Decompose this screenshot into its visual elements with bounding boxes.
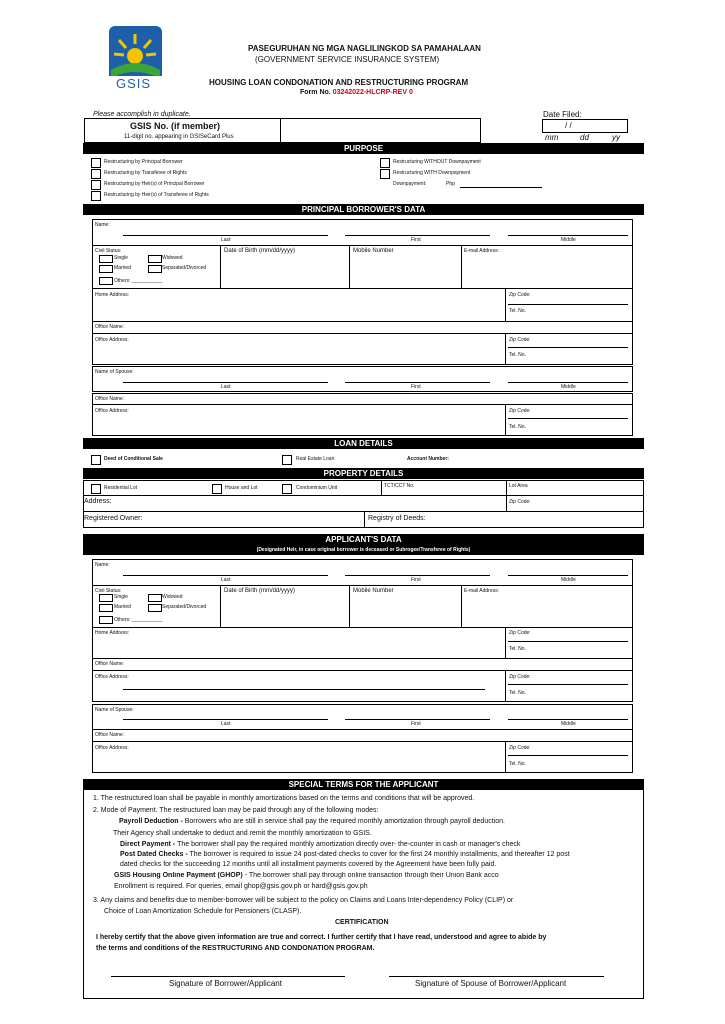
date-filed-field[interactable] (542, 119, 628, 133)
purpose-with-dp-label: Restructuring WITH Downpayment (393, 170, 471, 176)
property-address-row (83, 495, 644, 512)
borrower-others-checkbox[interactable] (99, 277, 113, 285)
term-pdc-2: dated checks for the succeeding 12 months until all installment payments covered by the Agreement have been fully paid. (120, 861, 497, 868)
borrower-married-checkbox[interactable] (99, 265, 113, 273)
term-payroll-bold: Payroll Deduction - (119, 818, 183, 825)
applicant-office-name-label: Office Name: (95, 661, 125, 667)
borrower-signature-line[interactable] (111, 976, 345, 977)
applicant-widowed-label: Widowed (162, 594, 183, 600)
borrower-civil-status-label: Civil Status: (95, 248, 122, 254)
borrower-single-label: Single (114, 255, 128, 261)
borrower-home-address-label: Home Address: (95, 292, 130, 298)
borrower-home-row (92, 288, 633, 322)
applicant-last-name-line[interactable] (123, 575, 328, 576)
borrower-last-name-line[interactable] (123, 235, 328, 236)
property-address-label: Address: (84, 498, 112, 505)
borrower-name-row (92, 219, 633, 246)
date-slashes: / / (565, 121, 572, 130)
rel-checkbox[interactable] (282, 455, 292, 465)
purpose-principal-label: Restructuring by Principal Borrower (104, 159, 183, 165)
term-pdc-bold: Post Dated Checks - (120, 851, 188, 858)
borrower-widowed-checkbox[interactable] (148, 255, 162, 263)
condo-label: Condominium Unit (296, 485, 338, 491)
applicant-spouse-office-zip-label: Zip Code: (509, 745, 531, 751)
applicant-single-label: Single (114, 594, 128, 600)
applicant-first-label: First (411, 577, 421, 583)
purpose-with-dp-checkbox[interactable] (380, 169, 390, 179)
borrower-last-label: Last (221, 237, 231, 243)
certification-title: CERTIFICATION (335, 919, 389, 926)
spouse-office-name-label: Office Name: (95, 396, 125, 402)
borrower-separated-checkbox[interactable] (148, 265, 162, 273)
spouse-signature-line[interactable] (389, 976, 604, 977)
property-header: PROPERTY DETAILS (83, 468, 644, 479)
applicant-spouse-office-tel-label: Tel. No. (509, 761, 526, 767)
term-pdc (120, 851, 570, 858)
purpose-without-dp-checkbox[interactable] (380, 158, 390, 168)
applicant-office-address-label: Office Address: (95, 674, 129, 680)
applicant-married-label: Married (114, 604, 131, 610)
term-3: 3. Any claims and benefits due to member-borrower will be subject to the policy on Claims and Loans Inter-dependency Policy (CLIP) or (93, 897, 514, 904)
purpose-heir-principal-label: Restructuring by Heir(s) of Principal Borrower (104, 181, 205, 187)
deed-checkbox[interactable] (91, 455, 101, 465)
loan-header: LOAN DETAILS (83, 438, 644, 449)
terms-header: SPECIAL TERMS FOR THE APPLICANT (83, 779, 644, 790)
certification-text-2: the terms and conditions of the RESTRUCTURING AND CONDONATION PROGRAM. (96, 945, 375, 952)
applicant-office-zip-label: Zip Code: (509, 674, 531, 680)
spouse-signature-label: Signature of Spouse of Borrower/Applicant (415, 979, 567, 988)
applicant-middle-name-line[interactable] (508, 575, 628, 576)
applicant-spouse-name-label: Name of Spouse: (95, 707, 134, 713)
term-pdc-text: The borrower is required to issue 24 post-dated checks to cover for the first 24 monthly installments, and thereafter 12 post (187, 851, 570, 858)
spouse-middle-label: Middle (561, 384, 576, 390)
purpose-heir-transferee-checkbox[interactable] (91, 191, 101, 201)
applicant-first-name-line[interactable] (345, 575, 490, 576)
applicant-spouse-first-label: First (411, 721, 421, 727)
term-3b: Choice of Loan Amortization Schedule for Pensioners (CLASP). (104, 908, 302, 915)
spouse-office-address-label: Office Address: (95, 408, 129, 414)
registered-owner-label: Registered Owner: (84, 515, 143, 522)
gsis-no-input[interactable] (280, 118, 481, 143)
form-no-label: Form No. (300, 89, 331, 96)
purpose-header: PURPOSE (83, 143, 644, 154)
borrower-single-checkbox[interactable] (99, 255, 113, 263)
spouse-name-label: Name of Spouse: (95, 369, 134, 375)
purpose-heir-principal-checkbox[interactable] (91, 180, 101, 190)
borrower-office-address-label: Office Address: (95, 337, 129, 343)
date-mm: mm (545, 133, 559, 142)
date-filed-label: Date Filed: (543, 110, 582, 119)
property-type-row (83, 480, 644, 496)
term-ghop (114, 872, 564, 879)
applicant-others-checkbox[interactable] (99, 616, 113, 624)
form-number (300, 89, 413, 96)
borrower-signature-label: Signature of Borrower/Applicant (169, 979, 282, 988)
term-ghop-bold: GSIS Housing Online Payment (GHOP) (114, 872, 243, 879)
residential-lot-label: Residential Lot (104, 485, 138, 491)
term-ghop-text: - The borrower shall pay through online transaction through their Union Bank acco (242, 872, 499, 879)
applicant-home-zip-label: Zip Code: (509, 630, 531, 636)
term-payroll (119, 818, 505, 825)
downpayment-label: Downpayment: (393, 181, 427, 187)
spouse-last-label: Last (221, 384, 231, 390)
borrower-office-address-row (92, 333, 633, 365)
spouse-office-zip-label: Zip Code: (509, 408, 531, 414)
applicant-spouse-office-address-label: Office Address: (95, 745, 129, 751)
applicant-last-label: Last (221, 577, 231, 583)
deed-label: Deed of Conditional Sale (104, 456, 163, 462)
borrower-first-label: First (411, 237, 421, 243)
term-direct-text: The borrower shall pay the required monthly amortization directly over- the-counter in cash or manager's check (175, 841, 521, 848)
account-number-label: Account Number: (407, 456, 449, 462)
applicant-others-label: Others: ___________ (114, 617, 163, 623)
applicant-civil-status-label: Civil Status: (95, 588, 122, 594)
term-payroll-2: Their Agency shall undertake to deduct and remit the monthly amortization to GSIS. (113, 830, 372, 837)
applicant-mobile-label: Mobile Number (353, 588, 394, 594)
borrower-office-zip-label: Zip Code: (509, 337, 531, 343)
certification-text-1: I hereby certify that the above given information are true and correct. I further certify that I have read, understood and agree to abide by (96, 934, 547, 941)
date-dd: dd (580, 133, 589, 142)
applicant-office-tel-label: Tel. No. (509, 690, 526, 696)
applicant-widowed-checkbox[interactable] (148, 594, 162, 602)
condo-checkbox[interactable] (282, 484, 292, 494)
borrower-dob-label: Date of Birth (mm/dd/yyyy) (224, 248, 296, 254)
term-direct-bold: Direct Payment - (120, 841, 176, 848)
borrower-home-zip-label: Zip Code: (509, 292, 531, 298)
applicant-header: APPLICANT'S DATA (83, 534, 644, 545)
downpayment-line[interactable] (460, 187, 542, 188)
purpose-heir-transferee-label: Restructuring by Heir(s) of Transferee of Rights (104, 192, 209, 198)
downpayment-php: Php (446, 181, 455, 187)
agency-name: PASEGURUHAN NG MGA NAGLILINGKOD SA PAMAHALAAN (248, 44, 481, 53)
borrower-separated-label: Separated/Divorced (162, 265, 207, 271)
applicant-dob-label: Date of Birth (mm/dd/yyyy) (224, 588, 296, 594)
applicant-middle-label: Middle (561, 577, 576, 583)
form-title: HOUSING LOAN CONDONATION AND RESTRUCTURING PROGRAM (209, 78, 469, 87)
borrower-middle-name-line[interactable] (508, 235, 628, 236)
borrower-middle-label: Middle (561, 237, 576, 243)
term-2: 2. Mode of Payment. The restructured loan may be paid through any of the following modes: (93, 807, 379, 814)
registry-of-deeds-label: Registry of Deeds: (368, 515, 426, 522)
form-no-value: 03242022-HLCRP-REV 0 (332, 89, 413, 96)
borrower-widowed-label: Widowed (162, 255, 183, 261)
spouse-first-label: First (411, 384, 421, 390)
borrower-name-label: Name: (95, 222, 110, 228)
gsis-no-hint: 11-digit no. appearing in GSISeCard Plus (124, 134, 234, 140)
borrower-email-label: E-mail Address: (464, 248, 500, 254)
borrower-office-tel-label: Tel. No. (509, 352, 526, 358)
house-lot-label: House and Lot (225, 485, 258, 491)
term-ghop-2: Enrollment is required. For queries, email ghop@gsis.gov.ph or hard@gsis.gov.ph (114, 883, 368, 890)
purpose-transferee-checkbox[interactable] (91, 169, 101, 179)
applicant-spouse-office-name-label: Office Name: (95, 732, 125, 738)
borrower-office-name-label: Office Name: (95, 324, 125, 330)
applicant-subtitle: (Designated Heir, in case original borrower is deceased or Subrogee/Transferee of Rights) (83, 545, 644, 555)
tct-label: TCT/CCT No. (384, 483, 415, 489)
rel-label: Real Estate Loan (296, 456, 335, 462)
gsis-logo (109, 26, 162, 94)
applicant-email-label: E-mail Address: (464, 588, 500, 594)
applicant-single-checkbox[interactable] (99, 594, 113, 602)
gsis-no-label: GSIS No. (if member) (130, 121, 221, 131)
applicant-separated-label: Separated/Divorced (162, 604, 207, 610)
house-lot-checkbox[interactable] (212, 484, 222, 494)
spouse-name-row (92, 366, 633, 392)
term-direct (120, 841, 520, 848)
spouse-office-tel-label: Tel. No. (509, 424, 526, 430)
logo-text: GSIS (116, 76, 152, 91)
property-zip-label: Zip Code: (509, 499, 531, 505)
purpose-principal-checkbox[interactable] (91, 158, 101, 168)
date-yy: yy (612, 133, 620, 142)
purpose-transferee-label: Restructuring by Transferee of Rights (104, 170, 187, 176)
applicant-married-checkbox[interactable] (99, 604, 113, 612)
borrower-home-tel-label: Tel. No. (509, 308, 526, 314)
applicant-name-label: Name: (95, 562, 110, 568)
applicant-spouse-last-label: Last (221, 721, 231, 727)
purpose-without-dp-label: Restructuring WITHOUT Downpayment (393, 159, 481, 165)
borrower-others-label: Others: ___________ (114, 278, 163, 284)
agency-name-en: (GOVERNMENT SERVICE INSURANCE SYSTEM) (255, 55, 440, 64)
applicant-home-tel-label: Tel. No. (509, 646, 526, 652)
applicant-separated-checkbox[interactable] (148, 604, 162, 612)
duplicate-note: Please accomplish in duplicate. (93, 111, 191, 118)
borrower-mobile-label: Mobile Number (353, 248, 394, 254)
lot-area-label: Lot Area (509, 483, 528, 489)
applicant-spouse-middle-label: Middle (561, 721, 576, 727)
applicant-home-address-label: Home Address: (95, 630, 130, 636)
spouse-office-address-row (92, 404, 633, 436)
borrower-header: PRINCIPAL BORROWER'S DATA (83, 204, 644, 215)
term-1: 1. The restructured loan shall be payable in monthly amortizations based on the terms and conditions that will be approved. (93, 795, 475, 802)
borrower-first-name-line[interactable] (345, 235, 490, 236)
term-payroll-text: Borrowers who are still in service shall pay the required monthly amortization through payroll deduction. (182, 818, 505, 825)
borrower-married-label: Married (114, 265, 131, 271)
residential-lot-checkbox[interactable] (91, 484, 101, 494)
